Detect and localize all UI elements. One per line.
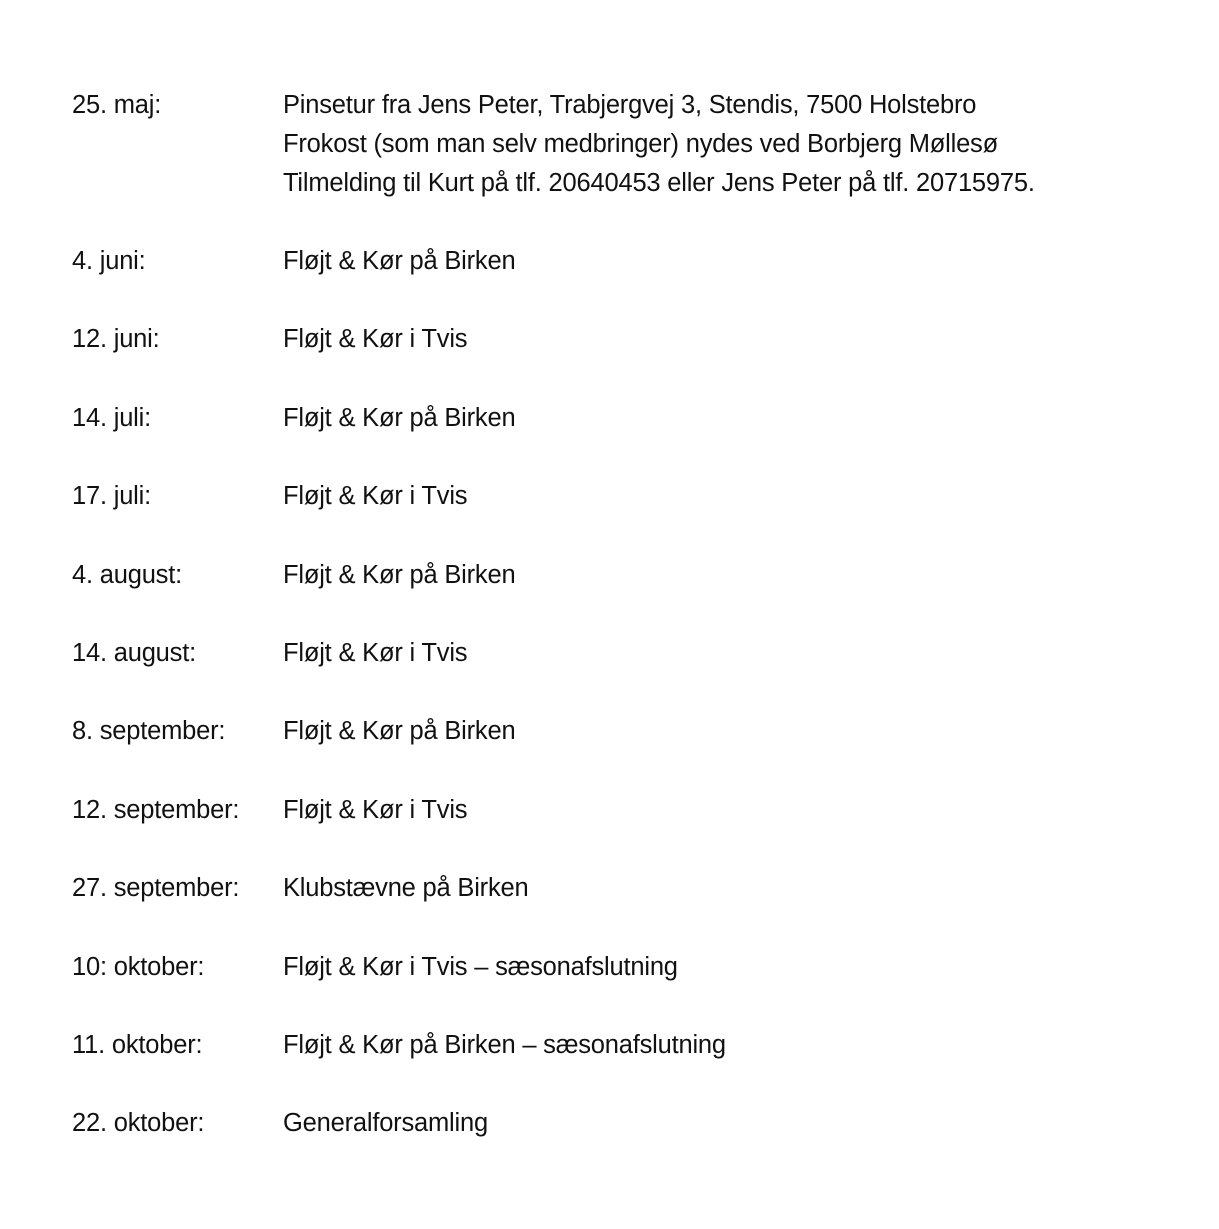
event-date: 14. august: — [72, 638, 196, 667]
event-date: 4. august: — [72, 560, 182, 589]
event-date: 12. juni: — [72, 325, 160, 354]
schedule-row — [72, 869, 1192, 947]
schedule-row — [72, 399, 1192, 477]
event-schedule — [72, 86, 1192, 1183]
schedule-row — [72, 320, 1192, 398]
event-description-line: Tilmelding til Kurt på tlf. 20640453 eller Jens Peter på tlf. 20715975. — [283, 169, 1035, 197]
event-description-line: Frokost (som man selv medbringer) nydes ved Borbjerg Møllesø — [283, 130, 998, 158]
schedule-row — [72, 791, 1192, 869]
event-description: Fløjt & Kør i Tvis — [283, 482, 468, 511]
event-description: Generalforsamling — [283, 1109, 488, 1138]
schedule-row — [72, 948, 1192, 1026]
event-date: 17. juli: — [72, 482, 151, 511]
event-description: Fløjt & Kør i Tvis — [283, 638, 468, 667]
event-date: 22. oktober: — [72, 1109, 205, 1138]
event-description: Fløjt & Kør på Birken — [283, 403, 516, 432]
event-date: 10: oktober: — [72, 952, 205, 981]
schedule-row — [72, 242, 1192, 320]
event-description: Fløjt & Kør på Birken — [283, 717, 516, 746]
event-date: 25. maj: — [72, 91, 162, 119]
schedule-row — [72, 556, 1192, 634]
schedule-row — [72, 86, 1192, 242]
event-description: Fløjt & Kør på Birken – sæsonafslutning — [283, 1030, 726, 1059]
event-description: Fløjt & Kør på Birken — [283, 560, 516, 589]
event-description: Fløjt & Kør i Tvis — [283, 795, 468, 824]
event-date: 8. september: — [72, 717, 226, 746]
schedule-row — [72, 477, 1192, 555]
schedule-row — [72, 1104, 1192, 1182]
event-date: 4. juni: — [72, 247, 146, 275]
event-date: 11. oktober: — [72, 1030, 203, 1059]
event-date: 27. september: — [72, 874, 240, 903]
event-date: 12. september: — [72, 795, 240, 824]
schedule-row — [72, 634, 1192, 712]
event-date: 14. juli: — [72, 403, 151, 432]
event-description: Klubstævne på Birken — [283, 874, 529, 903]
schedule-row — [72, 712, 1192, 790]
event-description: Fløjt & Kør i Tvis — [283, 325, 468, 354]
event-description — [283, 86, 1192, 203]
event-description: Fløjt & Kør i Tvis – sæsonafslutning — [283, 952, 678, 981]
schedule-row — [72, 1026, 1192, 1104]
event-description-line: Pinsetur fra Jens Peter, Trabjergvej 3, Stendis, 7500 Holstebro — [283, 91, 977, 119]
event-description: Fløjt & Kør på Birken — [283, 247, 516, 275]
